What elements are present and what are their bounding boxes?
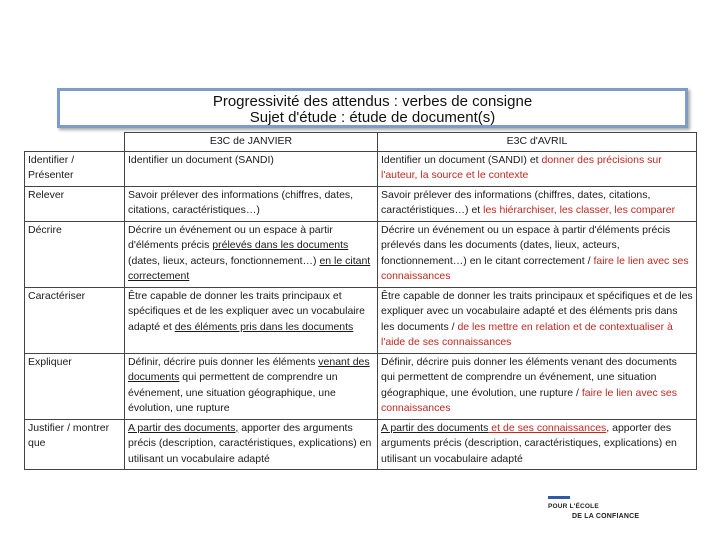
table-row (25, 353, 697, 419)
cell-text-segment: Identifier un document (SANDI) et (381, 153, 542, 166)
table-row (25, 186, 697, 221)
table-row (25, 419, 697, 470)
janvier-cell (125, 221, 378, 287)
cell-text-segment: Décrire un événement ou un espace à partir d'éléments précis prélevés dans les documents (dates, lieux, acteurs, fonctionnement…) en le citant correctement / (381, 223, 671, 267)
janvier-cell (125, 353, 378, 419)
avril-cell (378, 419, 697, 470)
cell-text-segment: faire le lien avec ses connaissances (381, 254, 689, 282)
cell-text-segment: Identifier un document (SANDI) (128, 153, 274, 166)
cell-text-segment: Être capable de donner les traits principaux et spécifiques et de les expliquer avec un vocabulaire adapté et (128, 289, 365, 333)
cell-text-segment: les hiérarchiser, les classer, les comparer (483, 204, 676, 216)
title-line-1: Progressivité des attendus : verbes de consigne (212, 93, 533, 110)
avril-cell (378, 353, 697, 419)
cell-text-segment: Décrire un événement ou un espace à partir d'éléments précis (128, 223, 333, 251)
cell-text-segment: prélevés dans les documents (212, 239, 349, 251)
table-row (25, 287, 697, 353)
cell-text-segment: qui permettent de comprendre un événement, une situation géographique, une évolution, une rupture (128, 371, 338, 414)
logo-line-2: DE LA CONFIANCE (572, 513, 640, 520)
verb-cell: Expliquer (25, 353, 125, 419)
consignes-table (24, 132, 697, 470)
janvier-cell (125, 287, 378, 353)
janvier-cell (125, 419, 378, 470)
cell-text-segment: apporter des arguments précis (description, caractéristiques, explications) en utilisant un vocabulaire adapté (128, 421, 372, 465)
cell-text-segment: de les mettre en relation et de contextualiser à l'aide de ses connaissances (381, 320, 673, 348)
header-janvier: E3C de JANVIER (125, 133, 378, 152)
table-row (25, 221, 697, 287)
ecole-confiance-logo (546, 494, 656, 528)
janvier-cell (125, 186, 378, 221)
avril-cell (378, 186, 697, 221)
table-header-row (25, 133, 697, 152)
cell-text-segment: venant des documents (128, 355, 370, 383)
verb-cell: Relever (25, 186, 125, 221)
header-avril: E3C d'AVRIL (378, 133, 697, 152)
avril-cell (378, 287, 697, 353)
title-line-2: Sujet d'étude : étude de document(s) (249, 109, 496, 126)
cell-text-segment: Savoir prélever des informations (chiffres, dates, citations, caractéristiques…) (128, 188, 354, 216)
title-banner (57, 88, 688, 128)
verb-cell: Caractériser (25, 287, 125, 353)
cell-text-segment: , apporter des arguments précis (description, caractéristiques, explications) en utilisant un vocabulaire adapté (381, 421, 677, 465)
verb-cell: Identifier / Présenter (25, 151, 125, 186)
cell-text-segment: des éléments pris dans les documents (174, 320, 354, 333)
cell-text-segment: donner des précisions sur l'auteur, la source et le contexte (381, 153, 662, 181)
cell-text-segment: et de ses connaissances (488, 421, 607, 434)
janvier-cell (125, 151, 378, 186)
cell-text-segment: Définir, décrire puis donner les éléments venant des documents qui permettent de comprendre un événement, une situation géographique, une évolution, une rupture / (381, 355, 677, 399)
cell-text-segment: A partir des documents, (128, 421, 239, 434)
avril-cell (378, 221, 697, 287)
cell-text-segment: Savoir prélever des informations (chiffres, dates, citations, caractéristiques…) et (381, 188, 651, 216)
header-empty-cell (25, 133, 125, 152)
table-row (25, 151, 697, 186)
verb-cell: Décrire (25, 221, 125, 287)
logo-line-1: POUR L'ÉCOLE (548, 503, 599, 510)
cell-text-segment: A partir des documents (381, 421, 489, 434)
verb-cell: Justifier / montrer que (25, 419, 125, 470)
cell-text-segment: Être capable de donner les traits principaux et spécifiques et de les expliquer avec un vocabulaire adapté et des éléments pris dans les documents / (381, 289, 693, 333)
cell-text-segment: (dates, lieux, acteurs, fonctionnement…) (128, 254, 320, 267)
cell-text-segment: en le citant correctement (128, 254, 371, 282)
cell-text-segment: faire le lien avec ses connaissances (381, 386, 677, 414)
cell-text-segment: Définir, décrire puis donner les éléments (128, 355, 319, 368)
avril-cell (378, 151, 697, 186)
logo-accent-bar (548, 496, 570, 499)
